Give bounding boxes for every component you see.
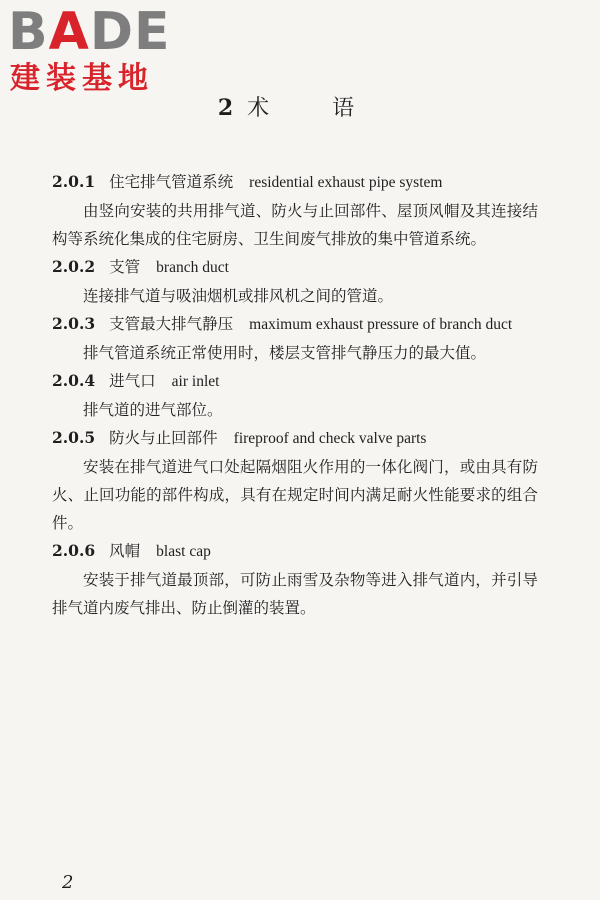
term-definition: 安装在排气道进气口处起隔烟阻火作用的一体化阀门，或由具有防火、止回功能的部件构成，具有在规定时间内满足耐火性能要求的组合件。 [52,458,538,532]
chapter-number: 2 [217,95,234,121]
term-heading [52,424,538,453]
term-heading [52,168,538,197]
bade-logo [8,4,183,104]
term-definition: 排气管道系统正常使用时，楼层支管排气静压力的最大值。 [83,344,487,362]
term-number: 2.0.4 [52,371,96,390]
term-chinese: 风帽 [109,542,141,560]
term-2-0-2 [52,253,538,310]
term-heading [52,537,538,566]
term-definition: 连接排气道与吸油烟机或排风机之间的管道。 [83,287,394,305]
term-number: 2.0.5 [52,428,96,447]
logo-subtitle: 建装基地 [10,61,154,96]
term-english: branch duct [156,259,229,276]
term-number: 2.0.6 [52,541,96,560]
term-chinese: 支管 [109,258,141,276]
logo-letters-de: DE [89,2,171,62]
term-definition: 排气道的进气部位。 [83,401,223,419]
term-english: air inlet [171,373,220,390]
terms-list [52,168,538,622]
logo-letter-a: A [48,2,90,62]
term-chinese: 防火与止回部件 [109,429,218,447]
term-definition: 由竖向安装的共用排气道、防火与止回部件、屋顶风帽及其连接结构等系统化集成的住宅厨房、卫生间废气排放的集中管道系统。 [52,202,538,248]
term-2-0-5 [52,424,538,537]
term-chinese: 住宅排气管道系统 [109,173,234,191]
term-definition: 安装于排气道最顶部，可防止雨雪及杂物等进入排气道内，并引导排气道内废气排出、防止倒灌的装置。 [52,571,538,617]
chapter-title [0,92,600,125]
logo-wordmark [8,4,171,60]
term-chinese: 支管最大排气静压 [109,315,234,333]
page-number: 2 [62,872,74,893]
term-number: 2.0.2 [52,257,96,276]
term-heading [52,310,538,339]
term-english: blast cap [156,543,211,560]
term-heading [52,367,538,396]
term-2-0-6 [52,537,538,622]
term-chinese: 进气口 [109,372,156,390]
term-2-0-1 [52,168,538,253]
term-heading [52,253,538,282]
term-english: maximum exhaust pressure of branch duct [249,316,513,333]
term-number: 2.0.1 [52,172,96,191]
term-english: residential exhaust pipe system [249,174,443,191]
term-english: fireproof and check valve parts [233,430,427,447]
term-number: 2.0.3 [52,314,96,333]
term-2-0-4 [52,367,538,424]
term-2-0-3 [52,310,538,367]
logo-letter-b: B [8,2,49,62]
chapter-heading: 术 语 [247,96,383,121]
